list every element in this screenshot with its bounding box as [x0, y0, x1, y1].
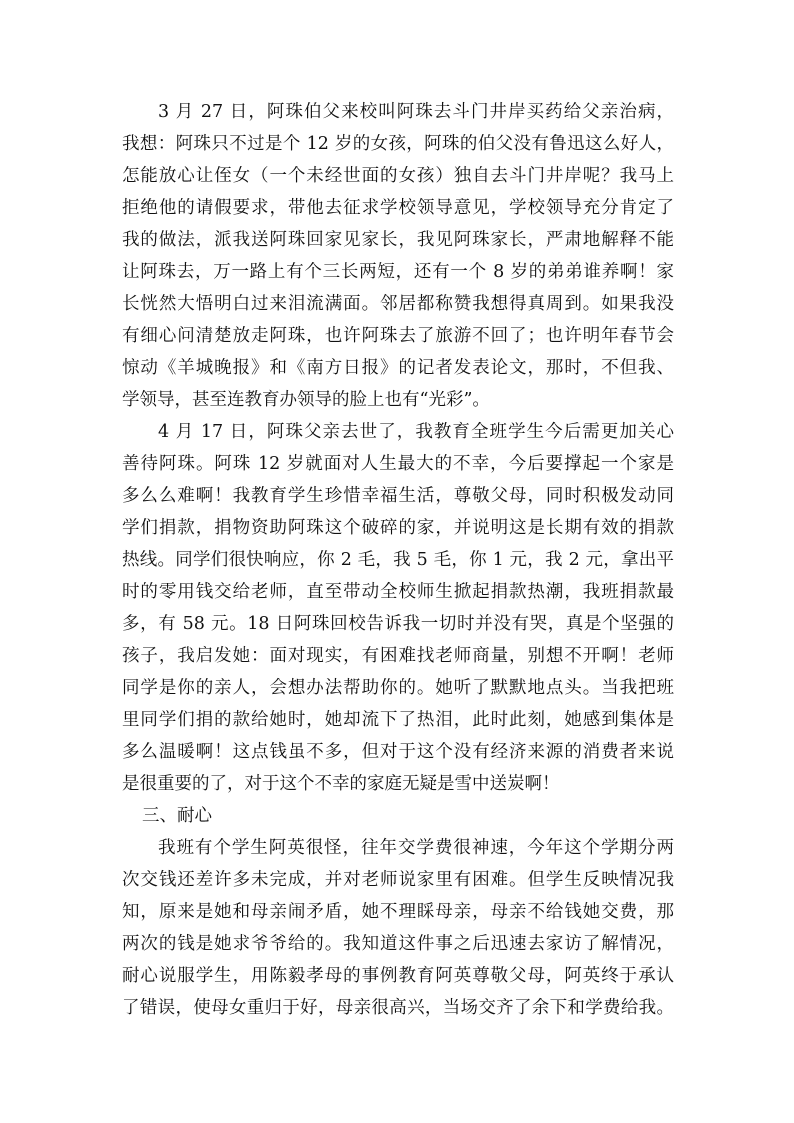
document-body — [122, 96, 674, 1024]
text-line: 怎能放心让侄女（一个未经世面的女孩）独自去斗门井岸呢？我马上 — [122, 166, 674, 186]
text-line: 孩子，我启发她：面对现实，有困难找老师商量，别想不开啊！老师 — [122, 646, 674, 666]
section-heading: 三、耐心 — [142, 806, 212, 826]
text-line: 次交钱还差许多未完成，并对老师说家里有困难。但学生反映情况我 — [122, 870, 674, 890]
text-line: 让阿珠去，万一路上有个三长两短，还有一个 8 岁的弟弟谁养啊！家 — [122, 262, 674, 282]
text-line: 是很重要的了，对于这个不幸的家庭无疑是雪中送炭啊！ — [122, 774, 560, 794]
text-line: 里同学们捐的款给她时，她却流下了热泪，此时此刻，她感到集体是 — [122, 710, 674, 730]
text-line: 耐心说服学生，用陈毅孝母的事例教育阿英尊敬父母，阿英终于承认 — [122, 966, 674, 986]
text-line: 两次的钱是她求爷爷给的。我知道这件事之后迅速去家访了解情况， — [122, 934, 674, 954]
paragraph-march-27 — [122, 96, 674, 416]
text-line: 拒绝他的请假要求，带他去征求学校领导意见，学校领导充分肯定了 — [122, 198, 674, 218]
text-line: 多么么难啊！我教育学生珍惜幸福生活，尊敬父母，同时积极发动同 — [122, 486, 674, 506]
text-line: 善待阿珠。阿珠 12 岁就面对人生最大的不幸，今后要撑起一个家是 — [122, 454, 674, 474]
paragraph-patience — [122, 832, 674, 1024]
text-line: 我班有个学生阿英很怪，往年交学费很神速，今年这个学期分两 — [158, 838, 674, 858]
text-line: 知，原来是她和母亲闹矛盾，她不理睬母亲，母亲不给钱她交费，那 — [122, 902, 674, 922]
text-line: 多么温暖啊！这点钱虽不多，但对于这个没有经济来源的消费者来说 — [122, 742, 674, 762]
paragraph-april-17 — [122, 416, 674, 800]
text-line: 热线。同学们很快响应，你 2 毛，我 5 毛，你 1 元，我 2 元，拿出平 — [122, 550, 674, 570]
text-line: 学们捐款，捐物资助阿珠这个破碎的家，并说明这是长期有效的捐款 — [122, 518, 674, 538]
text-line: 我想：阿珠只不过是个 12 岁的女孩，阿珠的伯父没有鲁迅这么好人， — [122, 134, 674, 154]
text-line: 惊动《羊城晚报》和《南方日报》的记者发表论文，那时，不但我、 — [122, 358, 674, 378]
text-line: 3 月 27 日，阿珠伯父来校叫阿珠去斗门井岸买药给父亲治病， — [158, 102, 674, 122]
text-line: 了错误，使母女重归于好，母亲很高兴，当场交齐了余下和学费给我。 — [122, 998, 674, 1018]
text-line: 学领导，甚至连教育办领导的脸上也有“光彩”。 — [122, 390, 490, 410]
text-line: 4 月 17 日，阿珠父亲去世了，我教育全班学生今后需更加关心 — [158, 422, 674, 442]
text-line: 有细心问清楚放走阿珠，也许阿珠去了旅游不回了；也许明年春节会 — [122, 326, 674, 346]
text-line: 长恍然大悟明白过来泪流满面。邻居都称赞我想得真周到。如果我没 — [122, 294, 674, 314]
text-line: 时的零用钱交给老师，直至带动全校师生掀起捐款热潮，我班捐款最 — [122, 582, 674, 602]
text-line: 我的做法，派我送阿珠回家见家长，我见阿珠家长，严肃地解释不能 — [122, 230, 674, 250]
text-line: 同学是你的亲人，会想办法帮助你的。她听了默默地点头。当我把班 — [122, 678, 674, 698]
text-line: 多，有 58 元。18 日阿珠回校告诉我一切时并没有哭，真是个坚强的 — [122, 614, 674, 634]
